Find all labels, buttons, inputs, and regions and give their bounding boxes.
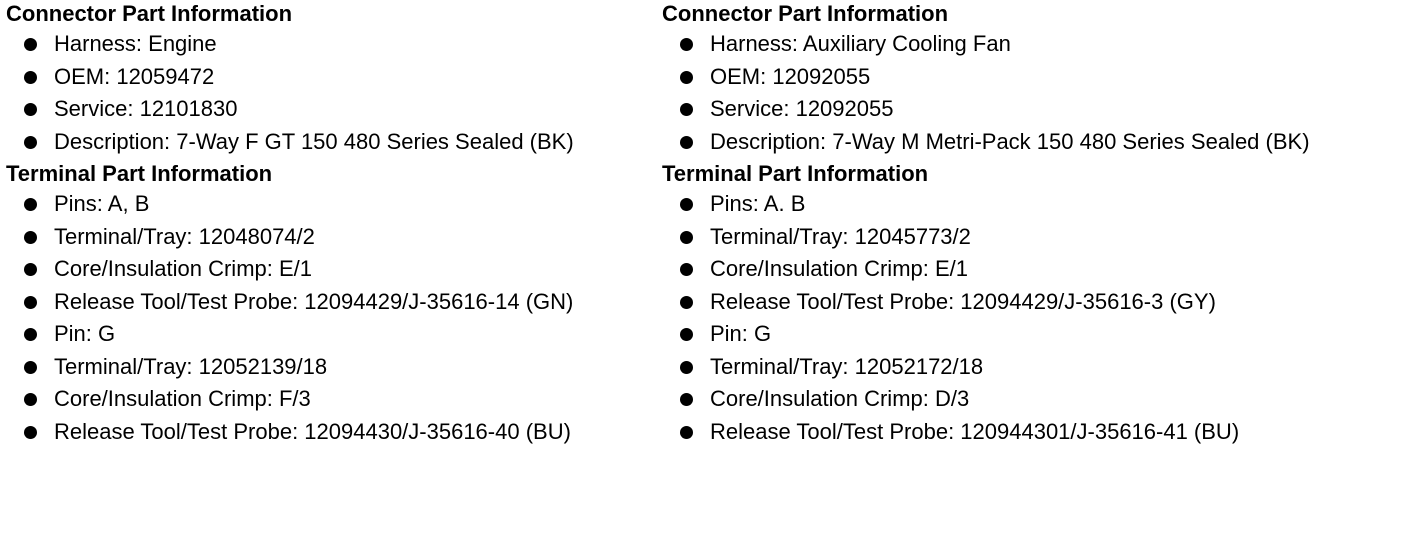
connector-part-heading: Connector Part Information xyxy=(662,1,949,26)
terminal-group-list xyxy=(6,188,656,318)
service-text: Service: 12101830 xyxy=(54,96,238,121)
terminal-tray-text: Terminal/Tray: 12048074/2 xyxy=(54,223,315,249)
list-item xyxy=(6,28,656,61)
list-item xyxy=(6,416,656,449)
list-item xyxy=(662,351,1402,384)
bullet-icon xyxy=(24,136,37,149)
crimp-text: Core/Insulation Crimp: F/3 xyxy=(54,386,311,411)
bullet-icon xyxy=(680,231,693,244)
list-item xyxy=(662,221,1402,254)
list-item xyxy=(6,221,656,254)
bullet-icon xyxy=(680,361,693,374)
bullet-icon xyxy=(680,296,693,309)
release-tool-text: Release Tool/Test Probe: 120944301/J-35616-41 (BU) xyxy=(710,418,1240,444)
bullet-icon xyxy=(24,296,37,309)
bullet-icon xyxy=(24,38,37,51)
pins-text: Pins: A. B xyxy=(710,191,806,216)
description-text: Description: 7-Way M Metri-Pack 150 480 Series Sealed (BK) xyxy=(710,128,1310,154)
bullet-icon xyxy=(680,38,693,51)
list-item xyxy=(6,93,656,126)
terminal-group-list xyxy=(662,188,1402,318)
list-item xyxy=(6,286,656,319)
bullet-icon xyxy=(680,263,693,276)
list-item xyxy=(6,253,656,286)
connector-part-list xyxy=(6,28,656,158)
terminal-group-list xyxy=(662,318,1402,448)
release-tool-text: Release Tool/Test Probe: 12094430/J-35616-40 (BU) xyxy=(54,418,571,444)
list-item xyxy=(662,28,1402,61)
terminal-part-heading: Terminal Part Information xyxy=(662,161,929,186)
bullet-icon xyxy=(680,393,693,406)
list-item xyxy=(662,188,1402,221)
bullet-icon xyxy=(680,198,693,211)
bullet-icon xyxy=(24,198,37,211)
oem-text: OEM: 12059472 xyxy=(54,63,215,89)
bullet-icon xyxy=(680,103,693,116)
release-tool-text: Release Tool/Test Probe: 12094429/J-35616-14 (GN) xyxy=(54,288,574,314)
list-item xyxy=(662,286,1402,319)
bullet-icon xyxy=(24,328,37,341)
list-item xyxy=(662,126,1402,159)
bullet-icon xyxy=(24,361,37,374)
oem-text: OEM: 12092055 xyxy=(710,63,871,89)
terminal-group-list xyxy=(6,318,656,448)
pins-text: Pin: G xyxy=(710,321,772,346)
crimp-text: Core/Insulation Crimp: D/3 xyxy=(710,386,970,411)
bullet-icon xyxy=(24,231,37,244)
list-item xyxy=(662,253,1402,286)
list-item xyxy=(6,61,656,94)
list-item xyxy=(6,383,656,416)
description-text: Description: 7-Way F GT 150 480 Series Sealed (BK) xyxy=(54,128,574,154)
bullet-icon xyxy=(24,426,37,439)
list-item xyxy=(6,188,656,221)
list-item xyxy=(6,126,656,159)
bullet-icon xyxy=(24,263,37,276)
list-item xyxy=(6,351,656,384)
list-item xyxy=(6,318,656,351)
left-column xyxy=(6,0,656,448)
pins-text: Pin: G xyxy=(54,321,116,346)
pins-text: Pins: A, B xyxy=(54,191,150,216)
bullet-icon xyxy=(680,71,693,84)
bullet-icon xyxy=(24,103,37,116)
list-item xyxy=(662,318,1402,351)
service-text: Service: 12092055 xyxy=(710,96,894,121)
release-tool-text: Release Tool/Test Probe: 12094429/J-35616-3 (GY) xyxy=(710,288,1216,314)
bullet-icon xyxy=(680,136,693,149)
terminal-part-heading: Terminal Part Information xyxy=(6,161,273,186)
bullet-icon xyxy=(24,393,37,406)
bullet-icon xyxy=(24,71,37,84)
connector-part-list xyxy=(662,28,1402,158)
list-item xyxy=(662,416,1402,449)
right-column xyxy=(662,0,1402,448)
bullet-icon xyxy=(680,328,693,341)
crimp-text: Core/Insulation Crimp: E/1 xyxy=(54,256,312,281)
terminal-tray-text: Terminal/Tray: 12045773/2 xyxy=(710,223,971,249)
list-item xyxy=(662,93,1402,126)
terminal-tray-text: Terminal/Tray: 12052139/18 xyxy=(54,353,328,379)
harness-text: Harness: Engine xyxy=(54,31,217,56)
crimp-text: Core/Insulation Crimp: E/1 xyxy=(710,256,968,281)
list-item xyxy=(662,61,1402,94)
connector-part-heading: Connector Part Information xyxy=(6,1,293,26)
list-item xyxy=(662,383,1402,416)
bullet-icon xyxy=(680,426,693,439)
harness-text: Harness: Auxiliary Cooling Fan xyxy=(710,31,1011,56)
terminal-tray-text: Terminal/Tray: 12052172/18 xyxy=(710,353,984,379)
